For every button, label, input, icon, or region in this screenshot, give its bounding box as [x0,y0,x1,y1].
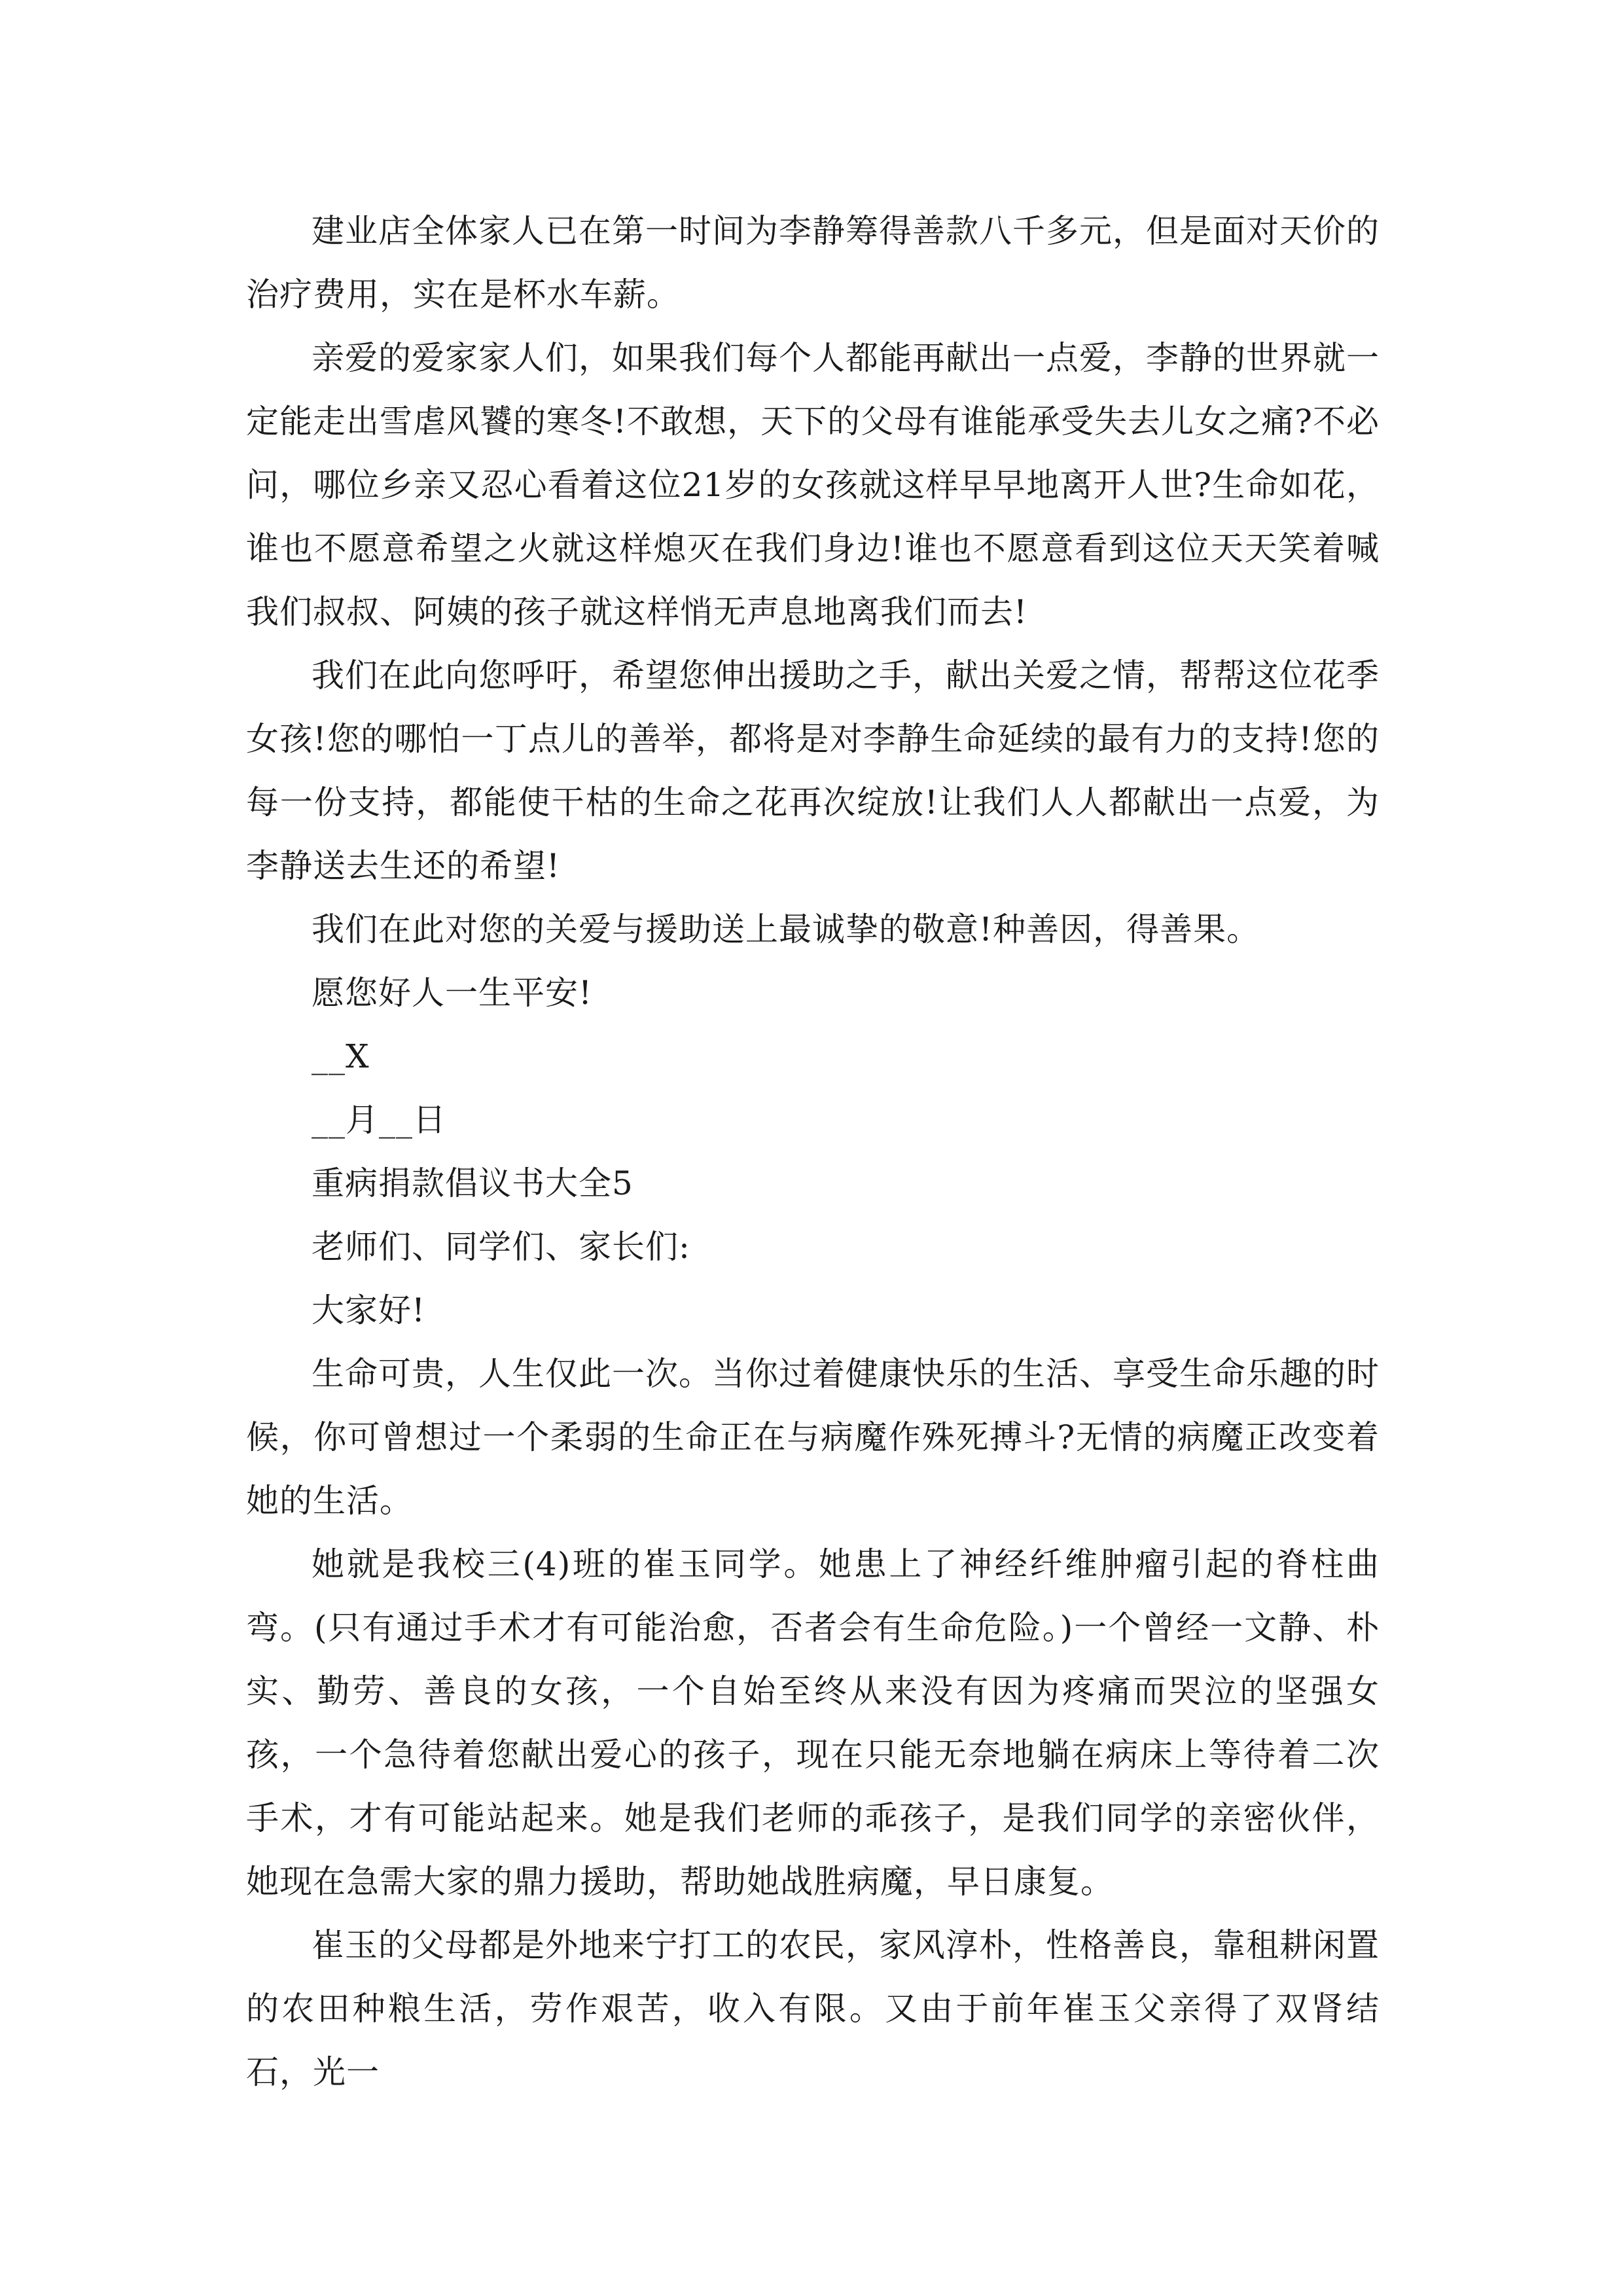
paragraph-blessing: 愿您好人一生平安! [312,974,593,1012]
signature-line: __X [312,1037,370,1075]
paragraph-family-background: 崔玉的父母都是外地来宁打工的农民，家风淳朴，性格善良，靠租耕闲置的农田种粮生活，劳作艰苦，收入有限。又由于前年崔玉父亲得了双肾结石，光一 [246,1926,1380,2091]
paragraph-student-condition: 她就是我校三(4)班的崔玉同学。她患上了神经纤维肿瘤引起的脊柱曲弯。(只有通过手术才有可能治愈，否者会有生命危险。)一个曾经一文静、朴实、勤劳、善良的女孩，一个自始至终从来没有因为疼痛而哭泣的坚强女孩，一个急待着您献出爱心的孩子，现在只能无奈地躺在病床上等待着二次手术，才有可能站起来。她是我们老师的乖孩子，是我们同学的亲密伙伴，她现在急需大家的鼎力援助，帮助她战胜病魔，早日康复。 [246,1545,1380,1901]
greeting: 大家好! [312,1291,426,1329]
paragraph-call-for-help: 我们在此向您呼吁，希望您伸出援助之手，献出关爱之情，帮帮这位花季女孩!您的哪怕一丁点儿的善举，都将是对李静生命延续的最有力的支持!您的每一份支持，都能使干枯的生命之花再次绽放!让我们人人都献出一点爱，为李静送去生还的希望! [246,656,1380,885]
paragraph-life-precious: 生命可贵，人生仅此一次。当你过着健康快乐的生活、享受生命乐趣的时候，你可曾想过一个柔弱的生命正在与病魔作殊死搏斗?无情的病魔正改变着她的生活。 [246,1355,1380,1520]
salutation: 老师们、同学们、家长们: [312,1228,690,1266]
section-title: 重病捐款倡议书大全5 [312,1164,633,1202]
date-line: __月__日 [312,1101,446,1139]
paragraph-gratitude: 我们在此对您的关爱与援助送上最诚挚的敬意!种善因，得善果。 [312,910,1260,948]
paragraph-fundraising-status: 建业店全体家人已在第一时间为李静筹得善款八千多元，但是面对天价的治疗费用，实在是杯水车薪。 [246,212,1380,314]
paragraph-appeal-family: 亲爱的爱家家人们，如果我们每个人都能再献出一点爱，李静的世界就一定能走出雪虐风饕的寒冬!不敢想，天下的父母有谁能承受失去儿女之痛?不必问，哪位乡亲又忍心看着这位21岁的女孩就这样早早地离开人世?生命如花，谁也不愿意希望之火就这样熄灭在我们身边!谁也不愿意看到这位天天笑着喊我们叔叔、阿姨的孩子就这样悄无声息地离我们而去! [246,339,1380,631]
document-body [246,200,1380,2104]
